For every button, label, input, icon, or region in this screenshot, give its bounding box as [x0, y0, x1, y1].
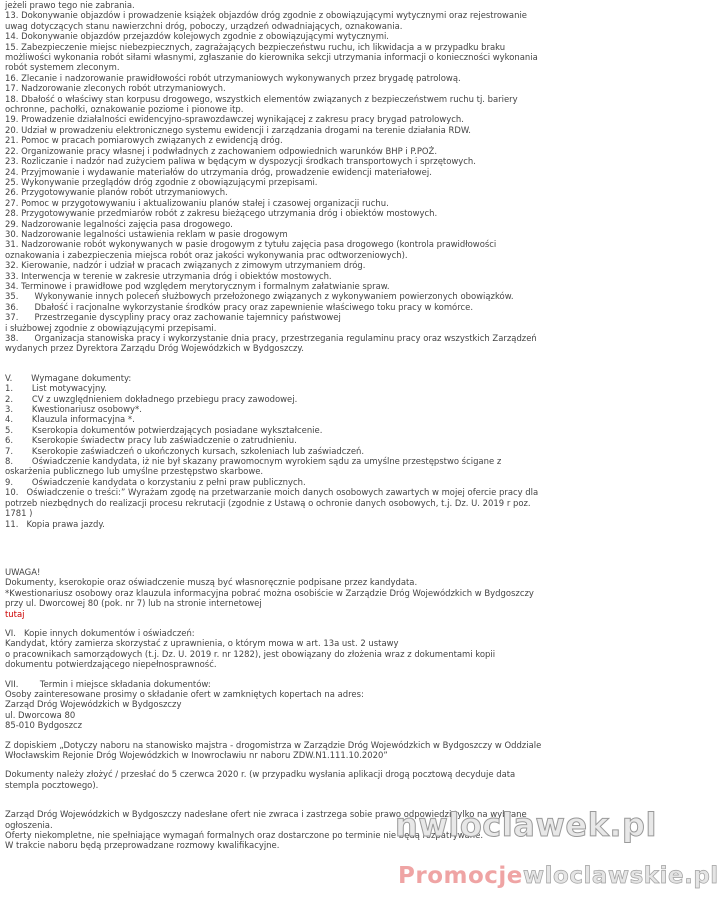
text-line: ochronne, pachołki, oznakowanie poziome i pionowe itp.	[5, 104, 244, 115]
text-line: 4. Klauzula informacyjna *.	[5, 414, 135, 425]
text-line: 24. Przyjmowanie i wydawanie materiałów do utrzymania dróg, prowadzenie ewidencji materiałowej.	[5, 166, 432, 177]
text-line: dokumentu potwierdzającego niepełnosprawność.	[5, 659, 217, 670]
text-line: 37. Przestrzeganie dyscypliny pracy oraz zachowanie tajemnicy państwowej	[5, 312, 341, 323]
text-line: 15. Zabezpieczenie miejsc niebezpiecznych, zagrażających bezpieczeństwu ruchu, ich likwidacja a w przypadku braku	[5, 41, 506, 52]
watermark-part-a: Promocje	[398, 863, 523, 889]
text-line: 14. Dokonywanie objazdów przejazdów kolejowych zgodnie z obowiązującymi wytycznymi.	[5, 31, 389, 42]
text-line: 7. Kserokopie zaświadczeń o ukończonych kursach, szkoleniach lub zaświadczeń.	[5, 445, 365, 456]
text-line: 27. Pomoc w przygotowywaniu i aktualizowaniu planów stałej i czasowej organizacji ruchu.	[5, 197, 389, 208]
questionnaire-link[interactable]: tutaj	[5, 608, 25, 619]
text-line: V. Wymagane dokumenty:	[5, 372, 132, 383]
text-line: uwag dotyczących stanu nawierzchni dróg, poboczy, urządzeń odwadniających, oznakowania.	[5, 20, 403, 31]
text-line: Dokumenty, kserokopie oraz oświadczenie muszą być własnoręcznie podpisane przez kandydata.	[5, 577, 418, 588]
text-line: 8. Oświadczenie kandydata, iż nie był skazany prawomocnym wyrokiem sądu za umyślne przestępstwo ścigane z	[5, 456, 502, 467]
text-line: 2. CV z uwzględnieniem dokładnego przebiegu pracy zawodowej.	[5, 393, 298, 404]
text-line: Zarząd Dróg Wojewódzkich w Bydgoszczy	[5, 699, 182, 710]
text-line: Kandydat, który zamierza skorzystać z uprawnienia, o którym mowa w art. 13a ust. 2 ustawy	[5, 638, 399, 649]
text-line: 21. Pomoc w pracach pomiarowych związanych z ewidencją dróg.	[5, 135, 283, 146]
text-line: 6. Kserokopie świadectw pracy lub zaświadczenie o zatrudnieniu.	[5, 435, 297, 446]
warning-section	[5, 567, 602, 609]
text-line: *Kwestionariusz osobowy oraz klauzula informacyjna pobrać można osobiście w Zarządzie Dróg Wojewódzkich w Bydgoszczy	[5, 587, 534, 598]
text-line: 28. Przygotowywanie przedmiarów robót z zakresu bieżącego utrzymania dróg i obiektów mostowych.	[5, 208, 438, 219]
text-line: 11. Kopia prawa jazdy.	[5, 518, 105, 529]
text-line: ogłoszenia.	[5, 819, 53, 830]
text-line: 1. List motywacyjny.	[5, 383, 107, 394]
other-documents-section	[5, 628, 602, 670]
text-line: 26. Przygotowywanie planów robót utrzymaniowych.	[5, 187, 228, 198]
text-line: stempla pocztowego).	[5, 779, 99, 790]
text-line: 13. Dokonywanie objazdów i prowadzenie książek objazdów dróg zgodnie z obowiązującymi wytycznymi oraz rejestrowanie	[5, 10, 527, 21]
text-line: jeżeli prawo tego nie zabrania.	[5, 0, 135, 10]
text-line: 22. Organizowanie pracy własnej i podwładnych z zachowaniem odpowiednich warunków BHP i P.POŻ.	[5, 145, 438, 156]
text-line: 29. Nadzorowanie legalności zajęcia pasa drogowego.	[5, 218, 233, 229]
text-line: 85-010 Bydgoszcz	[5, 720, 83, 731]
text-line: 20. Udział w prowadzeniu elektronicznego systemu ewidencji i zarządzania drogami na terenie działania RDW.	[5, 124, 471, 135]
text-line: robót systemem zleconym.	[5, 62, 120, 73]
text-line: Z dopiskiem „Dotyczy naboru na stanowisko majstra - drogomistrza w Zarządzie Dróg Wojewódzkich w Bydgoszczy w Oddziale	[5, 739, 542, 750]
text-line: 9. Oświadczenie kandydata o korzystaniu z pełni praw publicznych.	[5, 476, 306, 487]
watermark-logo-bottom	[398, 864, 719, 889]
text-line: oznakowania i zabezpieczenia miejsca robót oraz jakości wykonywania prac odtworzeniowych).	[5, 249, 408, 260]
text-line: UWAGA!	[5, 566, 41, 577]
text-line: 23. Rozliczanie i nadzór nad zużyciem paliwa w będącym w dyspozycji środkach transportowych i sprzętowych.	[5, 156, 476, 167]
text-line: Osoby zainteresowane prosimy o składanie ofert w zamkniętych kopertach na adres:	[5, 688, 364, 699]
text-line: potrzeb niezbędnych do realizacji procesu rekrutacji (zgodnie z Ustawą o ochronie danych osobowych, t.j. Dz. U. 2019 r poz.	[5, 497, 531, 508]
watermark-part-b: wloclawskie.pl	[522, 863, 719, 889]
submission-section	[5, 679, 602, 731]
text-line: przy ul. Dworcowej 80 (pok. nr 7) lub na stronie internetowej	[5, 598, 262, 609]
text-line: 17. Nadzorowanie zleconych robót utrzymaniowych.	[5, 83, 226, 94]
duties-list	[5, 0, 602, 354]
required-documents-section	[5, 373, 602, 529]
text-line: 16. Zlecanie i nadzorowanie prawidłowości robót utrzymaniowych wykonywanych przez brygadę patrolową.	[5, 72, 461, 83]
text-line: i służbowej zgodnie z obowiązującymi przepisami.	[5, 322, 217, 333]
watermark-logo-top: nwloclawek.pl	[395, 806, 657, 844]
announcement-document	[5, 0, 602, 851]
submission-annotation	[5, 740, 602, 761]
text-line: 25. Wykonywanie przeglądów dróg zgodnie z obowiązującymi przepisami.	[5, 176, 318, 187]
text-line: 1781 )	[5, 508, 33, 519]
text-line: Dokumenty należy złożyć / przesłać do 5 czerwca 2020 r. (w przypadku wysłania aplikacji drogą pocztową decyduje data	[5, 769, 516, 780]
text-line: 10. Oświadczenie o treści:” Wyrażam zgodę na przetwarzanie moich danych osobowych zawartych w mojej ofercie pracy dla	[5, 487, 539, 498]
text-line: 38. Organizacja stanowiska pracy i wykorzystanie dnia pracy, przestrzegania regulaminu pracy oraz wszystkich Zarządzeń	[5, 333, 537, 343]
text-line: oskarżenia publicznego lub umyślne przestępstwo skarbowe.	[5, 466, 264, 477]
text-line: 33. Interwencja w terenie w zakresie utrzymania dróg i obiektów mostowych.	[5, 270, 332, 281]
text-line: 3. Kwestionariusz osobowy*.	[5, 404, 142, 415]
text-line: 19. Prowadzenie działalności ewidencyjno-sprawozdawczej wynikającej z zakresu pracy brygad patrolowych.	[5, 114, 464, 125]
text-line: 32. Kierowanie, nadzór i udział w pracach związanych z zimowym utrzymaniem dróg.	[5, 260, 366, 271]
text-line: VII. Termin i miejsce składania dokumentów:	[5, 678, 211, 689]
text-line: Włocławskim Rejonie Dróg Wojewódzkich w Inowrocławiu nr naboru ZDW.N1.111.10.2020”	[5, 750, 388, 760]
text-line: 5. Kserokopia dokumentów potwierdzających posiadane wykształcenie.	[5, 424, 323, 435]
deadline-paragraph	[5, 769, 602, 790]
text-line: o pracownikach samorządowych (t.j. Dz. U. 2019 r. nr 1282), jest obowiązany do złożenia wraz z dokumentami kopii	[5, 648, 496, 659]
text-line: ul. Dworcowa 80	[5, 709, 76, 720]
text-line: Zarząd Dróg Wojewódzkich w Bydgoszczy nadesłane ofert nie zwraca i zastrzega sobie prawo odpowiedzi tylko na wybrane	[5, 809, 527, 820]
text-line: 35. Wykonywanie innych poleceń służbowych przełożonego związanych z wykonywaniem powierzonych obowiązków.	[5, 291, 514, 302]
text-line: 36. Dbałość i racjonalne wykorzystanie środków pracy oraz zapewnienie właściwego toku pracy w komórce.	[5, 301, 474, 312]
text-line: 34. Terminowe i prawidłowe pod względem merytorycznym i formalnym załatwianie spraw.	[5, 280, 390, 291]
text-line: 18. Dbałość o właściwy stan korpusu drogowego, wszystkich elementów związanych z bezpieczeństwem ruchu tj. bariery	[5, 93, 518, 104]
text-line: wydanych przez Dyrektora Zarządu Dróg Wojewódzkich w Bydgoszczy.	[5, 343, 304, 354]
text-line: VI. Kopie innych dokumentów i oświadczeń:	[5, 627, 195, 638]
text-line: W trakcie naboru będą przeprowadzane rozmowy kwalifikacyjne.	[5, 840, 280, 851]
closing-notes	[5, 809, 602, 851]
text-line: 31. Nadzorowanie robót wykonywanych w pasie drogowym z tytułu zajęcia pasa drogowego (kontrola prawidłowości	[5, 239, 497, 250]
text-line: możliwości wykonania robót siłami własnymi, zgłaszanie do kierownika sekcji utrzymania informacji o konieczności wykonania	[5, 52, 538, 63]
text-line: Oferty niekompletne, nie spełniające wymagań formalnych oraz dostarczone po terminie nie będą rozpatrywane.	[5, 830, 484, 841]
text-line: 30. Nadzorowanie legalności ustawienia reklam w pasie drogowym	[5, 228, 288, 239]
